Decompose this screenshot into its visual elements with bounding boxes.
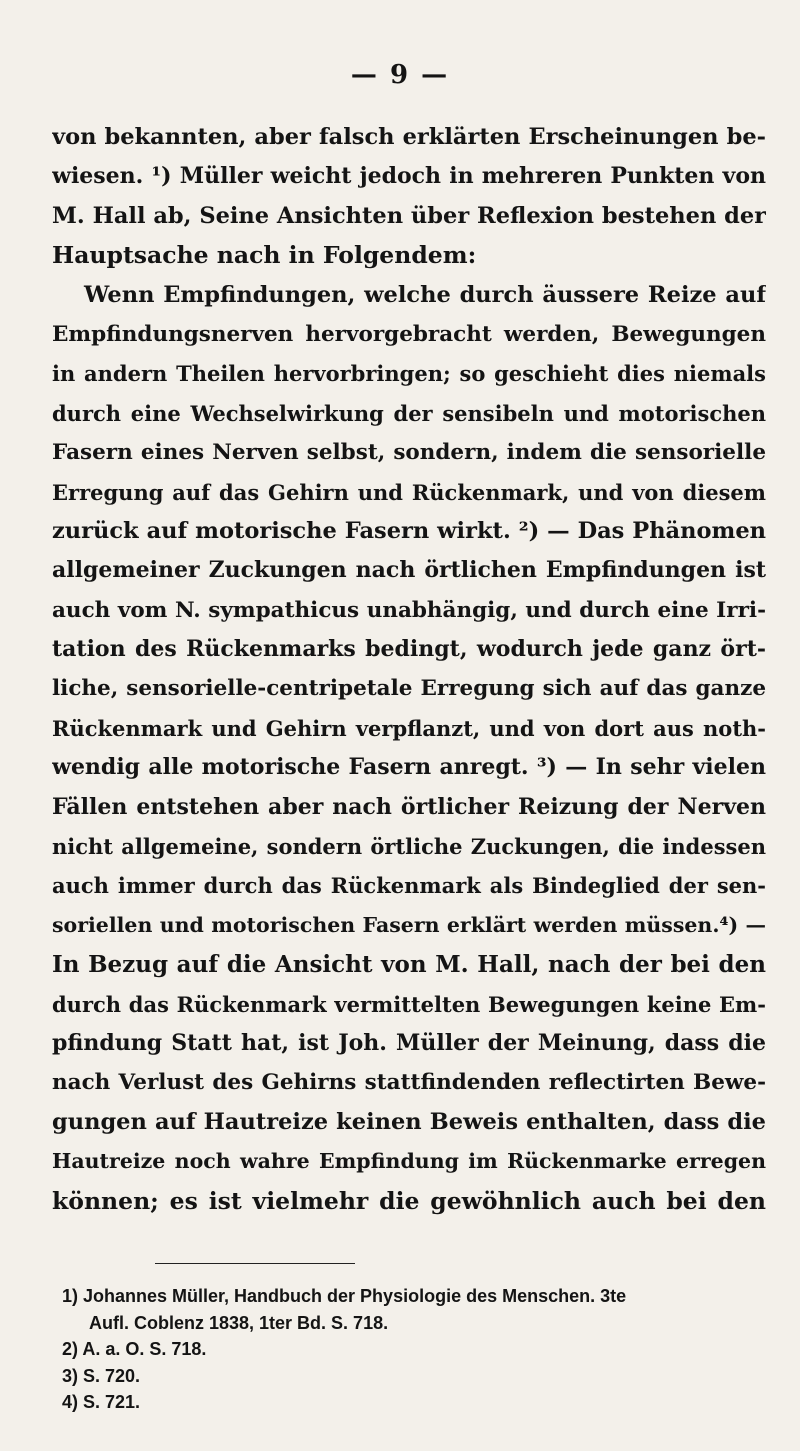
footnote-divider (155, 1263, 355, 1264)
text-line: pfindung Statt hat, ist Joh. Müller der Meinung, dass die (52, 1029, 766, 1056)
page-number: — 9 — (350, 60, 450, 90)
text-line: von bekannten, aber falsch erklärten Erscheinungen be- (52, 124, 766, 150)
text-line: Fasern eines Nerven selbst, sondern, indem die sensorielle (52, 440, 766, 466)
text-line: können; es ist vielmehr die gewöhnlich auch bei den (52, 1186, 766, 1215)
text-line: In Bezug auf die Ansicht von M. Hall, nach der bei den (52, 951, 766, 979)
text-line: Hauptsache nach in Folgendem: (52, 241, 477, 270)
text-line: wendig alle motorische Fasern anregt. ³) — In sehr vielen (52, 754, 766, 781)
text-line: Hautreize noch wahre Empfindung im Rückenmarke erregen (52, 1149, 766, 1174)
text-line: zurück auf motorische Fasern wirkt. ²) — Das Phänomen (52, 517, 766, 544)
footnote-3: 3) S. 720. (62, 1365, 141, 1386)
text-line: durch eine Wechselwirkung der sensibeln und motorischen (52, 400, 766, 426)
main-text (52, 118, 766, 1221)
text-line: in andern Theilen hervorbringen; so geschieht dies niemals (52, 361, 766, 387)
text-line: nach Verlust des Gehirns stattfindenden reflectirten Bewe- (52, 1070, 766, 1096)
text-line: Rückenmark und Gehirn verpflanzt, und von dort aus noth- (52, 715, 766, 741)
text-line: Erregung auf das Gehirn und Rückenmark, und von diesem (52, 479, 766, 505)
text-line: auch immer durch das Rückenmark als Bindeglied der sen- (52, 873, 766, 899)
text-line: liche, sensorielle-centripetale Erregung sich auf das ganze (52, 676, 766, 702)
text-line: nicht allgemeine, sondern örtliche Zuckungen, die indessen (52, 834, 766, 860)
text-line: Wenn Empfindungen, welche durch äussere Reize auf (84, 281, 766, 308)
text-line: auch vom N. sympathicus unabhängig, und durch eine Irri- (52, 597, 766, 623)
text-line: wiesen. ¹) Müller weicht jedoch in mehreren Punkten von (52, 163, 766, 190)
text-line: tation des Rückenmarks bedingt, wodurch jede ganz ört- (52, 636, 766, 663)
footnote-2: 2) A. a. O. S. 718. (62, 1339, 207, 1359)
text-line: Empfindungsnerven hervorgebracht werden, Bewegungen (52, 321, 766, 347)
text-line: M. Hall ab, Seine Ansichten über Reflexion bestehen der (52, 202, 766, 229)
footnote-4: 4) S. 721. (62, 1392, 141, 1412)
text-line: soriellen und motorischen Fasern erklärt werden müssen.⁴) — (52, 912, 766, 937)
text-line: allgemeiner Zuckungen nach örtlichen Empfindungen ist (52, 557, 766, 584)
text-line: durch das Rückenmark vermittelten Bewegungen keine Em- (52, 991, 766, 1017)
footnote-1: 1) Johannes Müller, Handbuch der Physiologie des Menschen. 3te (62, 1286, 627, 1306)
text-line: gungen auf Hautreize keinen Beweis enthalten, dass die (52, 1108, 766, 1135)
text-line: Fällen entstehen aber nach örtlicher Reizung der Nerven (52, 793, 766, 820)
footnotes (62, 1283, 762, 1416)
footnote-1-continued: Aufl. Coblenz 1838, 1ter Bd. S. 718. (89, 1312, 389, 1333)
